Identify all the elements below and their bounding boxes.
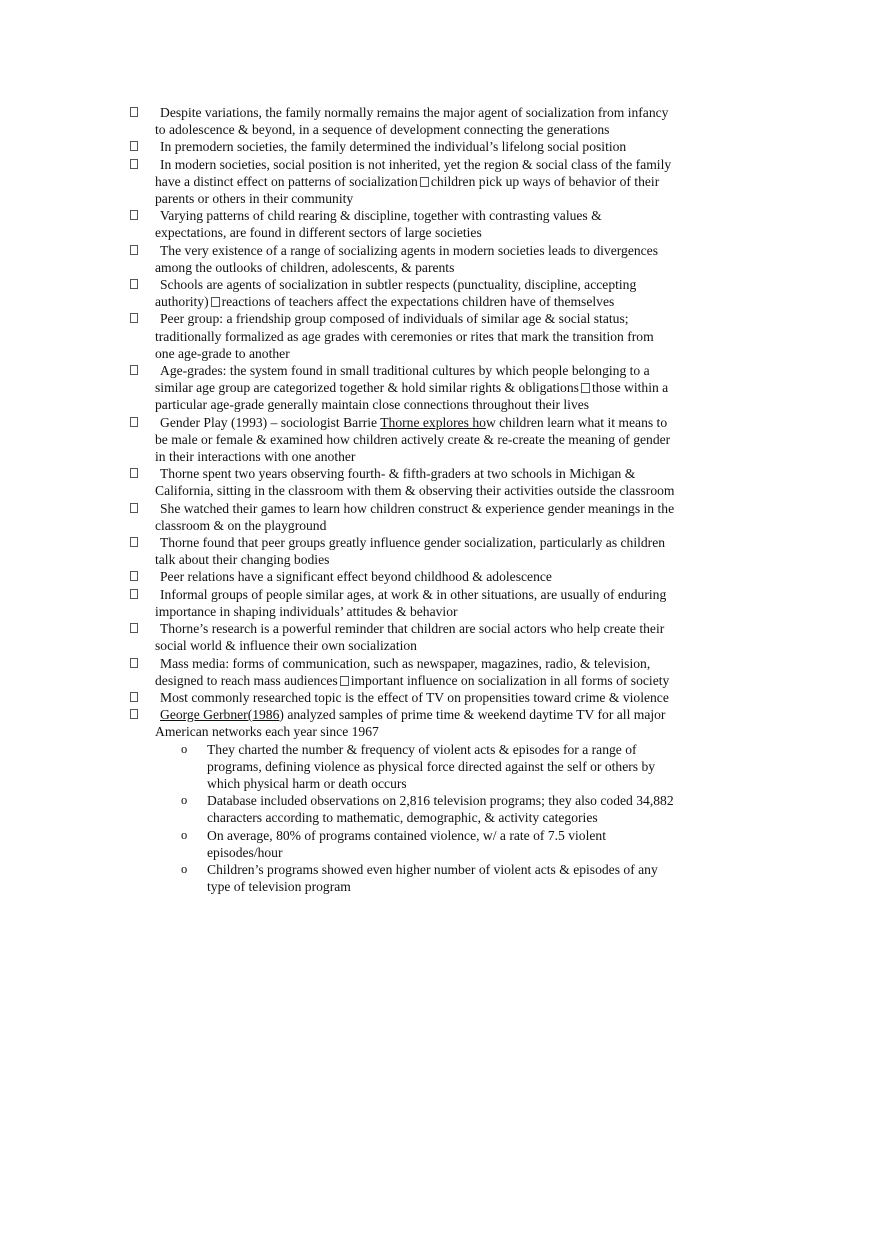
square-bullet-icon: [130, 692, 138, 702]
underlined-text: Thorne explores ho: [380, 414, 486, 430]
circle-bullet-icon: o: [181, 793, 188, 808]
sub-list-item: o Database included observations on 2,816 television programs; they also coded 34,882 characters according to mathematic, demographic, & activity categories: [181, 793, 674, 826]
square-bullet-icon: [130, 571, 138, 581]
square-bullet-icon: [130, 503, 138, 513]
square-bullet-icon: [130, 417, 138, 427]
square-bullet-icon: [130, 709, 138, 719]
arrow-placeholder-icon: [340, 676, 349, 686]
circle-bullet-icon: o: [181, 861, 188, 876]
list-item: Peer group: a friendship group composed of individuals of similar age & social status; traditionally formalized as age grades with ceremonies or rites that mark the transition from one age-grade to another: [130, 310, 675, 362]
circle-bullet-icon: o: [181, 741, 188, 756]
list-item: Varying patterns of child rearing & discipline, together with contrasting values & expectations, are found in different sectors of large societies: [130, 207, 675, 241]
list-item: Peer relations have a significant effect beyond childhood & adolescence: [130, 568, 675, 585]
list-item: Thorne spent two years observing fourth- & fifth-graders at two schools in Michigan & California, sitting in the classroom with them & observing their activities outside the classroom: [130, 465, 675, 499]
square-bullet-icon: [130, 245, 138, 255]
underlined-text: George Gerbner(1986: [160, 707, 280, 723]
list-item: George Gerbner(1986) analyzed samples of prime time & weekend daytime TV for all major American networks each year since 1967 o They charted the number & frequency of violent acts & episodes for a range of programs, defining violence as physical force directed against the self or others by which physical harm or death occurs o Database included observations on 2,816 television programs; they also coded 34,882 characters according to mathematic, demographic, & activity categories o On average, 80% of programs contained violence, w/ a rate of 7.5 violent episodes/hour o Children’s programs showed even higher number of violent acts & episodes of any type of television program: [130, 706, 675, 895]
list-item: Gender Play (1993) – sociologist Barrie Thorne explores how children learn what it means to be male or female & examined how children actively create & re-create the meaning of gender in their interactions with one another: [130, 414, 675, 466]
circle-bullet-icon: o: [181, 827, 188, 842]
list-item: Despite variations, the family normally remains the major agent of socialization from infancy to adolescence & beyond, in a sequence of development connecting the generations: [130, 104, 675, 138]
bullet-list: [130, 104, 675, 895]
square-bullet-icon: [130, 279, 138, 289]
sub-list-item: o Children’s programs showed even higher number of violent acts & episodes of any type of television program: [181, 861, 658, 895]
list-item: The very existence of a range of socializing agents in modern societies leads to divergences among the outlooks of children, adolescents, & parents: [130, 242, 675, 276]
list-item: Thorne found that peer groups greatly influence gender socialization, particularly as children talk about their changing bodies: [130, 534, 675, 568]
square-bullet-icon: [130, 365, 138, 375]
list-item: Most commonly researched topic is the effect of TV on propensities toward crime & violence: [130, 689, 675, 706]
list-item: Thorne’s research is a powerful reminder that children are social actors who help create their social world & influence their own socialization: [130, 620, 675, 654]
arrow-placeholder-icon: [420, 177, 429, 187]
arrow-placeholder-icon: [211, 297, 220, 307]
sub-list-item: o They charted the number & frequency of violent acts & episodes for a range of programs, defining violence as physical force directed against the self or others by which physical harm or death occurs: [181, 741, 656, 791]
square-bullet-icon: [130, 589, 138, 599]
square-bullet-icon: [130, 107, 138, 117]
square-bullet-icon: [130, 210, 138, 220]
list-item: In modern societies, social position is not inherited, yet the region & social class of the family have a distinct effect on patterns of socialization children pick up ways of behavior of their parents or others in their community: [130, 156, 675, 208]
square-bullet-icon: [130, 623, 138, 633]
list-item: In premodern societies, the family determined the individual’s lifelong social position: [130, 138, 675, 155]
square-bullet-icon: [130, 658, 138, 668]
list-item: Mass media: forms of communication, such as newspaper, magazines, radio, & television, designed to reach mass audiences important influence on socialization in all forms of society: [130, 655, 675, 689]
sub-bullet-list: [155, 741, 675, 896]
list-item: Informal groups of people similar ages, at work & in other situations, are usually of enduring importance in shaping individuals’ attitudes & behavior: [130, 586, 675, 620]
list-item: Schools are agents of socialization in subtler respects (punctuality, discipline, accepting authority) reactions of teachers affect the expectations children have of themselves: [130, 276, 675, 310]
square-bullet-icon: [130, 313, 138, 323]
sub-list-item: o On average, 80% of programs contained violence, w/ a rate of 7.5 violent episodes/hour: [181, 827, 606, 860]
list-item: She watched their games to learn how children construct & experience gender meanings in the classroom & on the playground: [130, 500, 675, 534]
square-bullet-icon: [130, 159, 138, 169]
square-bullet-icon: [130, 537, 138, 547]
list-item: Age-grades: the system found in small traditional cultures by which people belonging to a similar age group are categorized together & hold similar rights & obligations those within a particular age-grade generally maintain close connections throughout their lives: [130, 362, 675, 414]
arrow-placeholder-icon: [581, 383, 590, 393]
square-bullet-icon: [130, 468, 138, 478]
square-bullet-icon: [130, 141, 138, 151]
